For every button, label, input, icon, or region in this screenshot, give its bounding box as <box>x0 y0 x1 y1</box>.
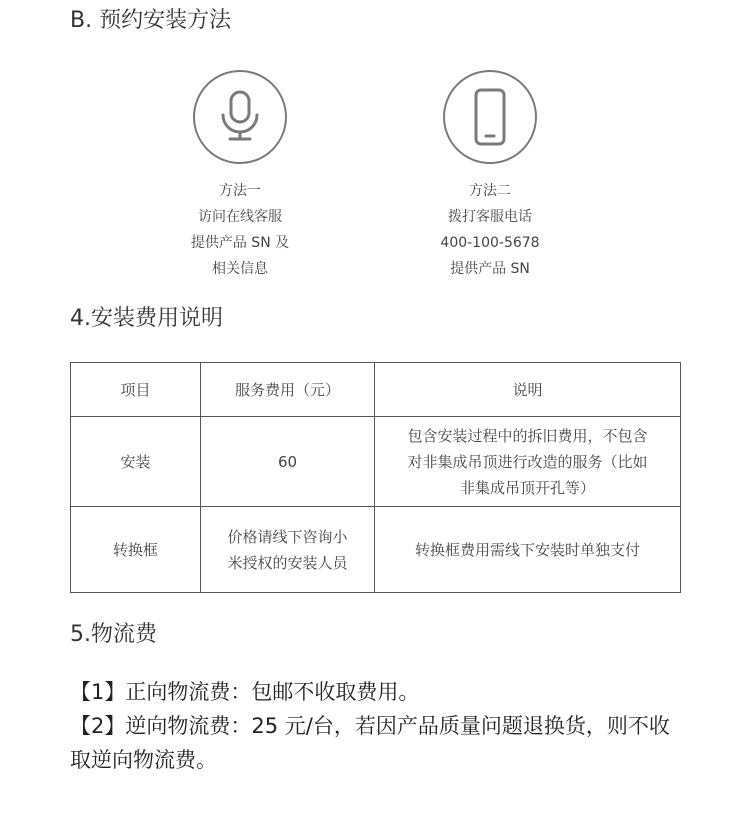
header-item: 项目 <box>71 363 201 417</box>
section-4-title: 4.安装费用说明 <box>70 306 223 331</box>
microphone-icon <box>193 70 287 164</box>
logistics-item: 【1】正向物流费：包邮不收取费用。 <box>70 680 420 704</box>
method-one-line: 提供产品 SN 及 <box>190 235 290 251</box>
method-one-label: 方法一 <box>219 183 261 199</box>
cell-desc <box>375 417 681 507</box>
method-one-line: 访问在线客服 <box>198 209 282 225</box>
logistics-item: 【2】逆向物流费：25 元/台，若因产品质量问题退换货，则不收取逆向物流费。 <box>70 714 670 772</box>
method-two-phone: 400-100-5678 <box>440 235 540 251</box>
desc-line: 对非集成吊顶进行改造的服务（比如 <box>407 452 648 471</box>
cell-desc: 转换框费用需线下安装时单独支付 <box>375 507 681 593</box>
header-fee: 服务费用（元） <box>201 363 375 417</box>
method-one <box>140 70 340 282</box>
phone-icon <box>443 70 537 164</box>
fee-line: 米授权的安装人员 <box>227 553 348 572</box>
fee-table <box>70 362 681 593</box>
cell-fee: 60 <box>201 417 375 507</box>
method-two-line: 拨打客服电话 <box>448 209 532 225</box>
desc-line: 非集成吊顶开孔等） <box>459 478 595 497</box>
table-row <box>71 507 681 593</box>
method-two-label: 方法二 <box>469 183 511 199</box>
table-header-row <box>71 363 681 417</box>
table-row <box>71 417 681 507</box>
desc-line: 包含安装过程中的拆旧费用，不包含 <box>407 426 648 445</box>
method-two-line: 提供产品 SN <box>450 261 530 277</box>
method-one-line: 相关信息 <box>212 261 268 277</box>
cell-item: 安装 <box>71 417 201 507</box>
cell-item: 转换框 <box>71 507 201 593</box>
header-desc: 说明 <box>375 363 681 417</box>
fee-line: 价格请线下咨询小 <box>227 527 348 546</box>
cell-fee <box>201 507 375 593</box>
logistics-text <box>70 675 680 777</box>
section-5-title: 5.物流费 <box>70 622 157 647</box>
method-two <box>390 70 590 282</box>
section-b-title: B. 预约安装方法 <box>70 8 232 33</box>
